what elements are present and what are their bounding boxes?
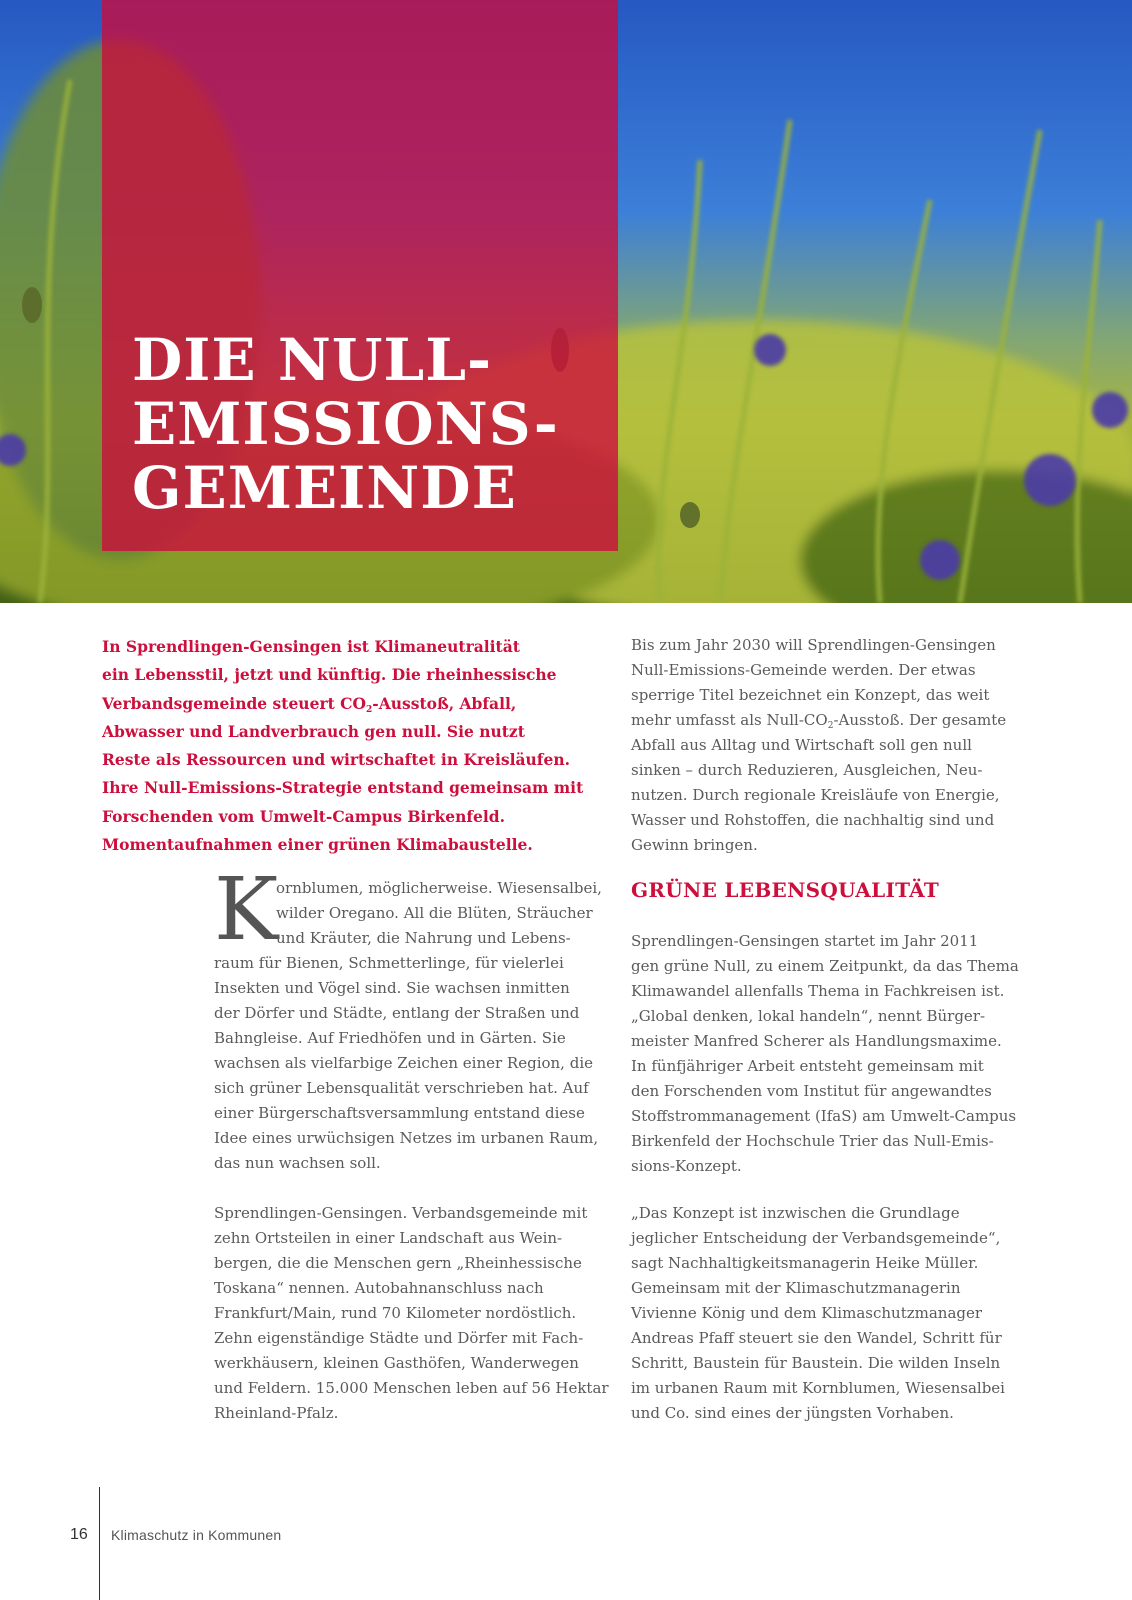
lead-line: Abwasser und Landverbrauch gen null. Sie nutzt [102,721,525,741]
text-line: bergen, die die Menschen gern „Rheinhessische [214,1254,582,1272]
text-line: In fünfjähriger Arbeit entsteht gemeinsam mit [631,1057,984,1075]
text-line: Vivienne König und dem Klimaschutzmanager [631,1304,983,1322]
text-line: wachsen als vielfarbige Zeichen einer Region, die [214,1054,593,1072]
text-line: sinken – durch Reduzieren, Ausgleichen, Neu- [631,761,983,779]
text-line: Insekten und Vögel sind. Sie wachsen inmitten [214,979,570,997]
text-line: Rheinland-Pfalz. [214,1404,339,1422]
text-line: meister Manfred Scherer als Handlungsmaxime. [631,1032,1002,1050]
publication-title: Klimaschutz in Kommunen [111,1527,282,1543]
text-line: Bahngleise. Auf Friedhöfen und in Gärten. Sie [214,1029,566,1047]
text-line: raum für Bienen, Schmetterlinge, für vielerlei [214,954,564,972]
text-line: Gemeinsam mit der Klimaschutzmanagerin [631,1279,961,1297]
text-line: „Das Konzept ist inzwischen die Grundlage [631,1204,960,1222]
text-line: sions-Konzept. [631,1157,742,1175]
body-paragraph [214,876,602,1176]
text-line: sich grüner Lebensqualität verschrieben hat. Auf [214,1079,589,1097]
text-line: werkhäusern, kleinen Gasthöfen, Wanderwegen [214,1354,579,1372]
text-line: ornblumen, möglicherweise. Wiesensalbei, [276,879,602,897]
text-line: das nun wachsen soll. [214,1154,381,1172]
lead-text: -Ausstoß, Abfall, [372,693,517,713]
text-line: Klimawandel allenfalls Thema in Fachkreisen ist. [631,982,1005,1000]
text-line: und Kräuter, die Nahrung und Lebens- [276,929,571,947]
text-line: nutzen. Durch regionale Kreisläufe von Energie, [631,786,1000,804]
text-line: Birkenfeld der Hochschule Trier das Null-Emis- [631,1132,994,1150]
text-line: Andreas Pfaff steuert sie den Wandel, Schritt für [631,1329,1002,1347]
subscript: 2 [827,721,834,731]
lead-line: ein Lebensstil, jetzt und künftig. Die rheinhessische [102,665,557,685]
text-fragment: -Ausstoß. Der gesamte [833,711,1007,729]
body-paragraph [214,1201,609,1426]
hero-image [0,0,1132,603]
subscript: 2 [366,704,373,715]
page-number: 16 [70,1526,88,1543]
lead-line: Momentaufnahmen einer grünen Klimabaustelle. [102,835,533,855]
text-line: sagt Nachhaltigkeitsmanagerin Heike Müller. [631,1254,979,1272]
text-line: Bis zum Jahr 2030 will Sprendlingen-Gensingen [631,636,996,654]
title-line: GEMEINDE [132,454,517,522]
text-line: gen grüne Null, zu einem Zeitpunkt, da das Thema [631,957,1019,975]
text-line: jeglicher Entscheidung der Verbandsgemeinde“, [631,1229,1001,1247]
body-paragraph [631,929,1019,1179]
text-fragment: mehr umfasst als Null-CO [631,711,828,729]
body-paragraph [631,1201,1011,1426]
text-line: Gewinn bringen. [631,836,758,854]
text-line: Zehn eigenständige Städte und Dörfer mit Fach- [214,1329,584,1347]
text-line: wilder Oregano. All die Blüten, Sträucher [276,904,593,922]
lead-line [102,690,592,718]
text-line: Frankfurt/Main, rund 70 Kilometer nordöstlich. [214,1304,577,1322]
text-line: Null-Emissions-Gemeinde werden. Der etwas [631,661,976,679]
text-line: Abfall aus Alltag und Wirtschaft soll gen null [631,736,972,754]
footer-divider [99,1487,100,1600]
section-heading: GRÜNE LEBENSQUALITÄT [631,878,940,902]
text-line: Sprendlingen-Gensingen. Verbandsgemeinde mit [214,1204,588,1222]
lead-line: Forschenden vom Umwelt-Campus Birkenfeld. [102,806,506,826]
text-line: den Forschenden vom Institut für angewandtes [631,1082,992,1100]
title-line: EMISSIONS- [132,390,559,458]
text-line [631,708,1011,733]
text-line: Schritt, Baustein für Baustein. Die wilden Inseln [631,1354,1001,1372]
text-line: zehn Ortsteilen in einer Landschaft aus Wein- [214,1229,563,1247]
text-line: sperrige Titel bezeichnet ein Konzept, das weit [631,686,990,704]
text-line: im urbanen Raum mit Kornblumen, Wiesensalbei [631,1379,1005,1397]
page-title [132,328,612,520]
title-line: DIE NULL- [132,326,493,394]
text-line: und Feldern. 15.000 Menschen leben auf 56 Hektar [214,1379,609,1397]
text-line: Wasser und Rohstoffen, die nachhaltig sind und [631,811,995,829]
text-line: Idee eines urwüchsigen Netzes im urbanen Raum, [214,1129,599,1147]
lead-paragraph [102,633,592,859]
text-line: Toskana“ nennen. Autobahnanschluss nach [214,1279,544,1297]
text-line: Sprendlingen-Gensingen startet im Jahr 2011 [631,932,979,950]
text-line: einer Bürgerschaftsversammlung entstand diese [214,1104,585,1122]
lead-text: Verbandsgemeinde steuert CO [102,693,366,713]
lead-line: Ihre Null-Emissions-Strategie entstand gemeinsam mit [102,778,584,798]
drop-cap: K [214,860,279,960]
body-paragraph [631,633,1011,858]
lead-line: Reste als Ressourcen und wirtschaftet in Kreisläufen. [102,750,570,770]
text-line: der Dörfer und Städte, entlang der Straßen und [214,1004,580,1022]
text-line: und Co. sind eines der jüngsten Vorhaben. [631,1404,954,1422]
lead-line: In Sprendlingen-Gensingen ist Klimaneutralität [102,637,520,656]
text-line: Stoffstrommanagement (IfaS) am Umwelt-Campus [631,1107,1017,1125]
text-line: „Global denken, lokal handeln“, nennt Bürger- [631,1007,986,1025]
